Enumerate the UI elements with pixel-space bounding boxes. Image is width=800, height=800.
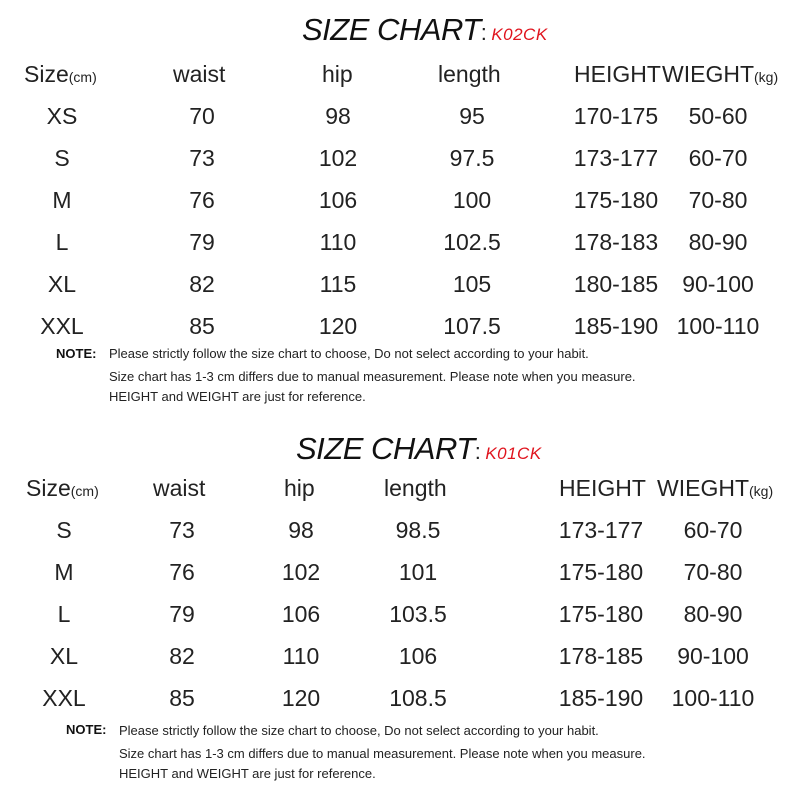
cell-waist: 73	[189, 145, 215, 171]
cell-hip: 120	[318, 313, 358, 339]
cell-weight: 90-100	[677, 643, 749, 669]
cell-height: 170-175	[573, 103, 659, 129]
chart-title: SIZE CHART: K01CK	[296, 431, 542, 466]
header-weight: WIEGHT(kg)	[657, 475, 774, 501]
cell-length: 101	[398, 559, 438, 585]
cell-size: L	[55, 229, 69, 255]
cell-weight: 80-90	[683, 601, 743, 627]
header-height: HEIGHT	[559, 475, 646, 501]
header-hip: hip	[284, 475, 315, 501]
cell-hip: 98	[288, 517, 314, 543]
cell-length: 106	[398, 643, 438, 669]
cell-length: 105	[452, 271, 492, 297]
header-size: Size(cm)	[24, 61, 97, 87]
cell-height: 180-185	[573, 271, 659, 297]
cell-size: XL	[49, 643, 79, 669]
cell-weight: 60-70	[683, 517, 743, 543]
cell-length: 107.5	[443, 313, 501, 339]
cell-height: 185-190	[558, 685, 644, 711]
cell-size: XL	[47, 271, 77, 297]
cell-length: 97.5	[449, 145, 495, 171]
cell-height: 185-190	[573, 313, 659, 339]
cell-weight: 100-110	[671, 685, 755, 711]
header-height: HEIGHT	[574, 61, 661, 87]
header-size: Size(cm)	[26, 475, 99, 501]
cell-waist: 76	[189, 187, 215, 213]
cell-height: 178-185	[558, 643, 644, 669]
cell-hip: 102	[281, 559, 321, 585]
cell-hip: 106	[281, 601, 321, 627]
note-line: Please strictly follow the size chart to choose, Do not select according to your habit.	[119, 723, 599, 738]
cell-size: XXL	[42, 685, 86, 711]
cell-size: S	[56, 517, 72, 543]
cell-height: 175-180	[558, 601, 644, 627]
cell-height: 173-177	[558, 517, 644, 543]
cell-waist: 76	[169, 559, 195, 585]
cell-hip: 120	[281, 685, 321, 711]
cell-waist: 73	[169, 517, 195, 543]
cell-height: 178-183	[573, 229, 659, 255]
cell-size: S	[54, 145, 70, 171]
header-length: length	[438, 61, 501, 87]
chart-title: SIZE CHART: K02CK	[302, 12, 548, 47]
cell-hip: 115	[319, 271, 357, 297]
cell-waist: 82	[189, 271, 215, 297]
cell-height: 175-180	[558, 559, 644, 585]
cell-length: 108.5	[389, 685, 447, 711]
header-waist: waist	[153, 475, 206, 501]
cell-weight: 60-70	[688, 145, 748, 171]
cell-waist: 85	[169, 685, 195, 711]
note-label: NOTE:	[56, 346, 97, 361]
cell-size: M	[54, 559, 74, 585]
cell-weight: 70-80	[683, 559, 743, 585]
cell-weight: 90-100	[682, 271, 754, 297]
cell-hip: 106	[318, 187, 358, 213]
product-code: K02CK	[491, 25, 548, 44]
cell-length: 102.5	[443, 229, 501, 255]
cell-waist: 79	[189, 229, 215, 255]
cell-height: 175-180	[573, 187, 659, 213]
note-line: HEIGHT and WEIGHT are just for reference.	[119, 766, 376, 781]
product-code: K01CK	[485, 444, 542, 463]
cell-length: 103.5	[389, 601, 447, 627]
cell-hip: 102	[318, 145, 358, 171]
cell-weight: 50-60	[688, 103, 748, 129]
cell-waist: 79	[169, 601, 195, 627]
cell-hip: 110	[282, 643, 320, 669]
cell-length: 98.5	[395, 517, 441, 543]
header-length: length	[384, 475, 447, 501]
cell-length: 100	[452, 187, 492, 213]
cell-size: L	[57, 601, 71, 627]
note-line: Size chart has 1-3 cm differs due to manual measurement. Please note when you measure.	[119, 746, 646, 761]
cell-height: 173-177	[573, 145, 659, 171]
header-hip: hip	[322, 61, 353, 87]
cell-hip: 98	[325, 103, 351, 129]
cell-size: XXL	[40, 313, 84, 339]
cell-length: 95	[459, 103, 485, 129]
cell-weight: 100-110	[676, 313, 760, 339]
cell-hip: 110	[319, 229, 357, 255]
header-waist: waist	[173, 61, 226, 87]
cell-size: XS	[46, 103, 78, 129]
header-weight: WIEGHT(kg)	[662, 61, 779, 87]
cell-weight: 80-90	[688, 229, 748, 255]
note-line: Please strictly follow the size chart to choose, Do not select according to your habit.	[109, 346, 589, 361]
note-line: Size chart has 1-3 cm differs due to manual measurement. Please note when you measure.	[109, 369, 636, 384]
cell-size: M	[52, 187, 72, 213]
cell-weight: 70-80	[688, 187, 748, 213]
cell-waist: 70	[189, 103, 215, 129]
cell-waist: 85	[189, 313, 215, 339]
note-label: NOTE:	[66, 722, 107, 737]
note-line: HEIGHT and WEIGHT are just for reference.	[109, 389, 366, 404]
cell-waist: 82	[169, 643, 195, 669]
